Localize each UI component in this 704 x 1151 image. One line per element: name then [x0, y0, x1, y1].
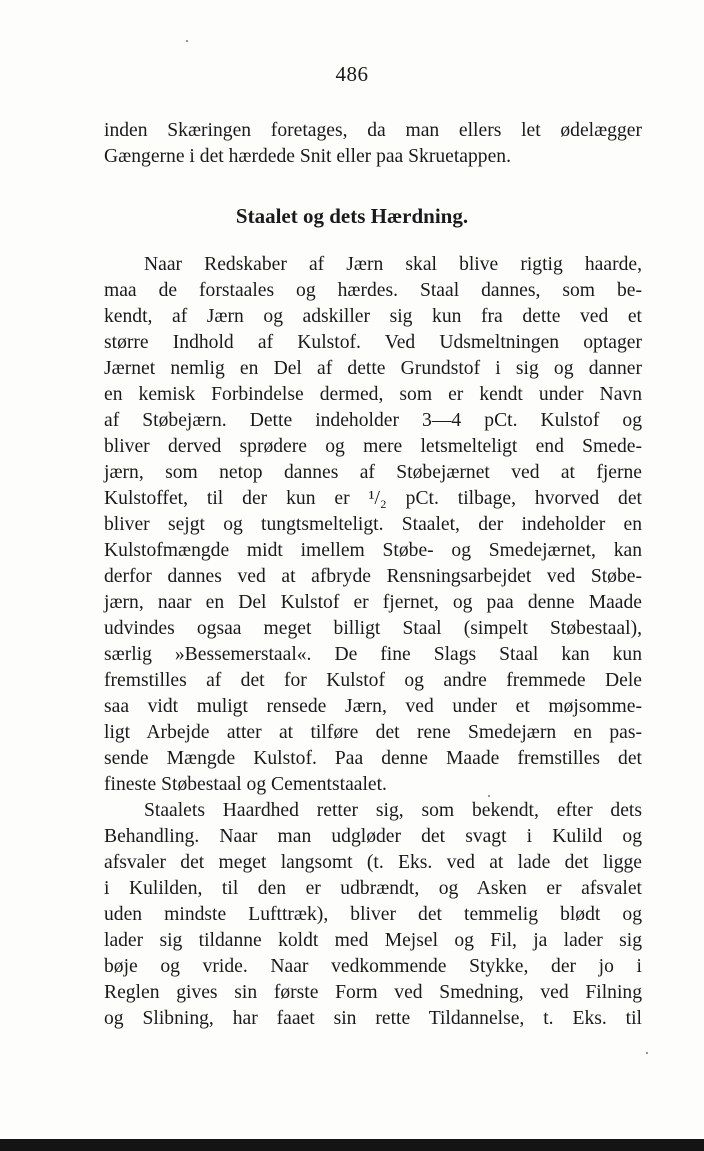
text-line: Staalets Haardhed retter sig, som bekendt, efter dets — [144, 800, 642, 821]
text-line: kendt, af Jærn og adskiller sig kun fra dette ved et — [104, 306, 642, 327]
paragraph-1 — [104, 252, 642, 798]
text-line: bøje og vride. Naar vedkommende Stykke, der jo i — [104, 956, 642, 977]
scan-edge-bar — [0, 1139, 704, 1151]
paragraph-2 — [104, 798, 642, 1032]
text-line: Kulstoffet, til der kun er ¹/₂ pCt. tilbage, hvorved det — [104, 488, 642, 509]
text-line: Reglen gives sin første Form ved Smedning, ved Filning — [104, 982, 642, 1003]
text-line: derfor dannes ved at afbryde Rensningsarbejdet ved Støbe- — [104, 566, 642, 587]
text-line: jærn, som netop dannes af Støbejærnet ved at fjerne — [104, 462, 642, 483]
text-line: større Indhold af Kulstof. Ved Udsmeltningen optager — [104, 332, 642, 353]
text-line: Gængerne i det hærdede Snit eller paa Skruetappen. — [104, 146, 511, 167]
text-line: fineste Støbestaal og Cementstaalet. — [104, 774, 387, 795]
text-line: Naar Redskaber af Jærn skal blive rigtig haarde, — [144, 254, 642, 275]
text-line: udvindes ogsaa meget billigt Staal (simpelt Støbestaal), — [104, 618, 642, 639]
text-line: i Kulilden, til den er udbrændt, og Asken er afsvalet — [104, 878, 642, 899]
text-line: saa vidt muligt rensede Jærn, ved under et møjsomme- — [104, 696, 642, 717]
text-line: inden Skæringen foretages, da man ellers let ødelægger — [104, 120, 642, 141]
section-heading: Staalet og dets Hærdning. — [235, 204, 469, 228]
text-line: Behandling. Naar man udgløder det svagt i Kulild og — [104, 826, 642, 847]
paper-speck — [488, 795, 490, 797]
text-line: jærn, naar en Del Kulstof er fjernet, og paa denne Maade — [104, 592, 642, 613]
paper-speck — [646, 1052, 648, 1054]
text-line: lader sig tildanne koldt med Mejsel og Fil, ja lader sig — [104, 930, 642, 951]
text-line: Jærnet nemlig en Del af dette Grundstof i sig og danner — [104, 358, 642, 379]
text-line: uden mindste Lufttræk), bliver det temmelig blødt og — [104, 904, 642, 925]
text-line: fremstilles af det for Kulstof og andre fremmede Dele — [104, 670, 642, 691]
text-line: afsvaler det meget langsomt (t. Eks. ved at lade det ligge — [104, 852, 642, 873]
text-line: maa de forstaales og hærdes. Staal dannes, som be- — [104, 280, 642, 301]
text-line: bliver derved sprødere og mere letsmelteligt end Smede- — [104, 436, 642, 457]
paper-speck — [186, 40, 188, 42]
text-line: særlig »Bessemerstaal«. De fine Slags Staal kan kun — [104, 644, 642, 665]
text-line: en kemisk Forbindelse dermed, som er kendt under Navn — [104, 384, 642, 405]
text-line: Kulstofmængde midt imellem Støbe- og Smedejærnet, kan — [104, 540, 642, 561]
page-number: 486 — [335, 62, 369, 86]
intro-paragraph — [104, 118, 642, 170]
text-line: sende Mængde Kulstof. Paa denne Maade fremstilles det — [104, 748, 642, 769]
text-line: ligt Arbejde atter at tilføre det rene Smedejærn en pas- — [104, 722, 642, 743]
text-line: bliver sejgt og tungtsmelteligt. Staalet, der indeholder en — [104, 514, 642, 535]
text-line: af Støbejærn. Dette indeholder 3—4 pCt. Kulstof og — [104, 410, 642, 431]
text-line: og Slibning, har faaet sin rette Tildannelse, t. Eks. til — [104, 1008, 642, 1029]
